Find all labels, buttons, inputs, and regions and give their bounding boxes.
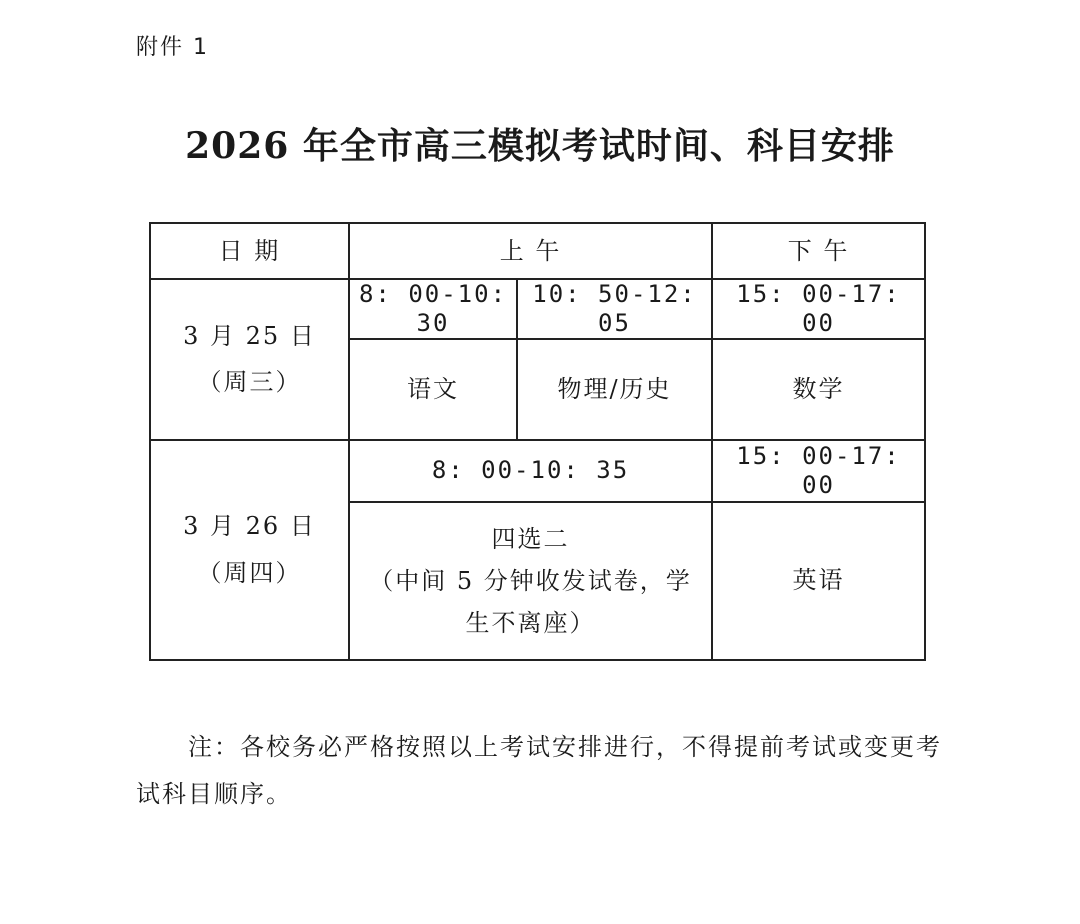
day1-date: 3 月 25 日 xyxy=(183,321,316,350)
day2-afternoon-subject: 英语 xyxy=(712,502,925,660)
document-title: 2026 年全市高三模拟考试时间、科目安排 xyxy=(185,125,895,167)
table-header-row xyxy=(150,223,925,279)
header-afternoon: 下 午 xyxy=(712,223,925,279)
day2-morning-time: 8: 00-10: 35 xyxy=(349,440,712,502)
day2-date: 3 月 26 日 xyxy=(183,511,316,540)
day1-slot2-time: 10: 50-12: 05 xyxy=(517,279,712,339)
day1-weekday: （周三） xyxy=(197,368,302,397)
day2-afternoon-time: 15: 00-17: 00 xyxy=(712,440,925,502)
footnote: 注：各校务必严格按照以上考试安排进行，不得提前考试或变更考试科目顺序。 xyxy=(136,733,942,808)
attachment-label: 附件 1 xyxy=(136,35,209,60)
day1-slot1-subject: 语文 xyxy=(349,339,517,440)
day2-date-cell xyxy=(150,440,349,660)
day1-slot1-time: 8: 00-10: 30 xyxy=(349,279,517,339)
day2-morning-subject: 四选二 xyxy=(491,524,570,553)
header-date: 日 期 xyxy=(150,223,349,279)
table-row xyxy=(150,440,925,502)
day2-morning-note-line2: 生不离座） xyxy=(465,608,596,637)
day2-morning-note-line1: （中间 5 分钟收发试卷，学 xyxy=(369,566,692,595)
day1-slot2-subject: 物理/历史 xyxy=(517,339,712,440)
day1-afternoon-time: 15: 00-17: 00 xyxy=(712,279,925,339)
day2-weekday: （周四） xyxy=(197,558,302,587)
exam-schedule-table xyxy=(149,222,926,661)
day2-morning-subject-cell xyxy=(349,502,712,660)
header-morning: 上 午 xyxy=(349,223,712,279)
day1-afternoon-subject: 数学 xyxy=(712,339,925,440)
day1-date-cell xyxy=(150,279,349,440)
table-row xyxy=(150,279,925,339)
